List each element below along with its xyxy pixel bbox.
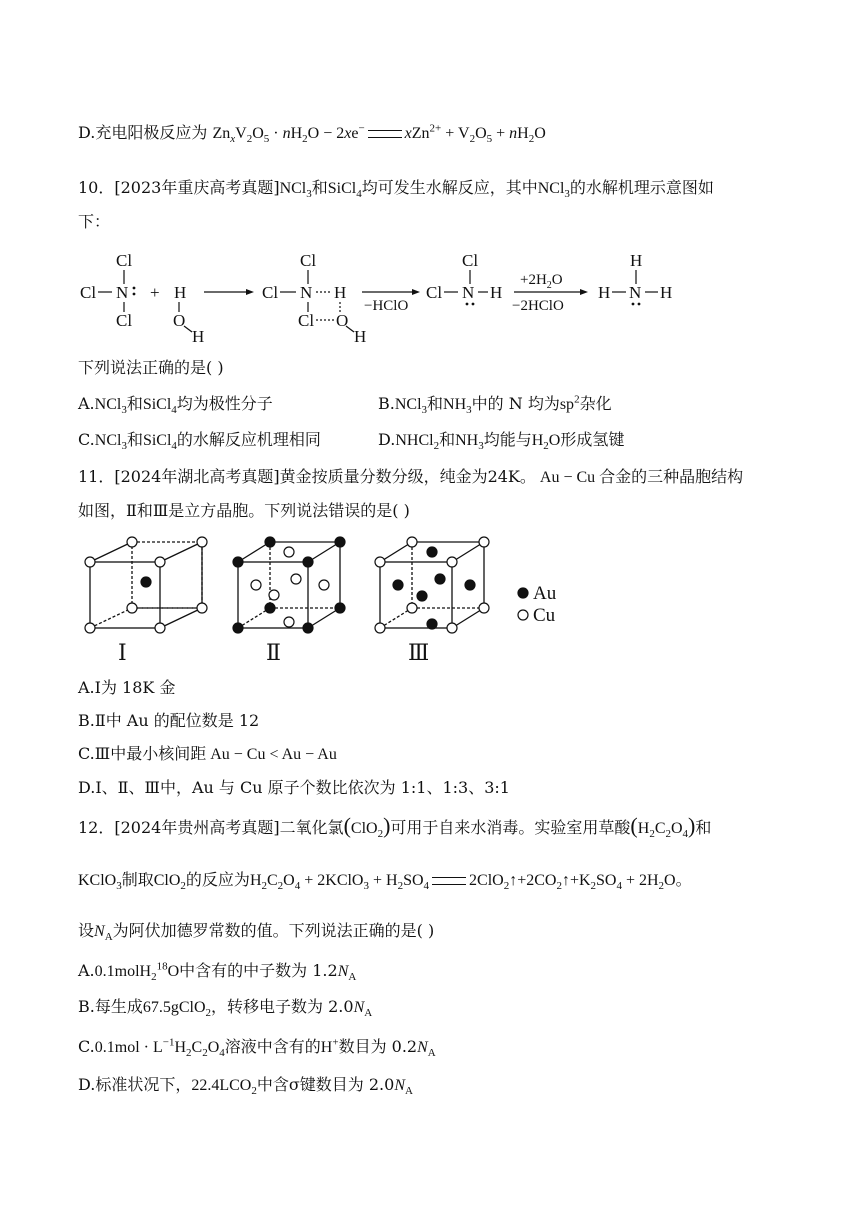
plus-2h2o-label: $+2H_2O$ [520,272,563,291]
legend-cu-label: Cu [533,605,556,626]
ncl3-n: N [116,283,129,302]
cell1-au-atom [141,577,151,587]
nhcl2-left-cl: Cl [426,283,443,302]
q12-option-d: D.标准状况下，$22.4LCO_2$中含σ键数目为 $2.0N_A$ [78,1075,413,1098]
plus-sign: + [150,283,160,302]
q11-option-a: A.Ⅰ为 18K 金 [78,678,176,697]
legend-au-marker [518,588,528,598]
q11-option-d: D.Ⅰ、Ⅱ、Ⅲ中，Au 与 Cu 原子个数比依次为 1:1、1:3、3:1 [78,778,510,797]
nhcl2-n: N [462,283,475,302]
q10-question: 下列说法正确的是( ) [78,358,224,377]
q10-stem-line2: 下： [78,212,111,231]
q11-option-b: B.Ⅱ中 Au 的配位数是 12 [78,711,260,730]
ncl3-left-cl: Cl [80,283,97,302]
q12-stem-line1: 12．[2024年贵州高考真题]二氧化氯(ClO$_2$)可用于自来水消毒。实验室用草酸$(H_2C_2O_4)$和 [78,813,712,841]
q11-stem-line2: 如图，Ⅱ和Ⅲ是立方晶胞。下列说法错误的是( ) [78,501,410,520]
q12-stem-line2: KClO$_3$制取ClO$_2$的反应为$H_2C_2O_4$ + 2KClO$_3$ + $H_2SO_4$ $2ClO_2↑+2CO_2↑+K_2SO_4 + 2H_2O$。 [78,870,692,893]
q10-option-b: B.NCl$_3$和$NH_3$中的 N 均为$sp^2$杂化 [378,393,612,417]
nh3-n: N [629,283,642,302]
nh3-top-h: H [630,251,643,270]
hydrolysis-mechanism-diagram [78,246,718,344]
q11-stem-line1: 11．[2024年湖北高考真题]黄金按质量分数分级，纯金为24K。 Au − Cu 合金的三种晶胞结构 [78,467,744,486]
q12-stem-line3: 设$N_A$为阿伏加德罗常数的值。下列说法正确的是( ) [78,921,435,944]
q10-option-d: D.NHCl$_2$和$NH_3$均能与$H_2O$形成氢键 [378,430,625,453]
q12-option-a: A.0.1molH$_2^{18}$O中含有的中子数为 $1.2N_A$ [78,960,357,984]
cell-label-3: Ⅲ [408,640,430,664]
cell-label-1: Ⅰ [118,640,127,664]
ncl3-bottom-cl: Cl [116,311,133,330]
ts-h2: H [354,327,367,344]
nh3-right-h: H [660,283,673,302]
ts-h: H [334,283,347,302]
water-h1: H [174,283,187,302]
ts-top-cl: Cl [300,251,317,270]
legend-cu-marker [518,610,528,620]
water-o: O [173,311,186,330]
nh3-left-h: H [598,283,611,302]
q10-option-c: C.NCl$_3$和SiCl$_4$的水解反应机理相同 [78,430,321,453]
minus-hclo-label: −HClO [364,298,409,314]
q10-stem-line1: 10．[2023年重庆高考真题]NCl$_3$和SiCl$_4$均可发生水解反应，其中NCl$_3$的水解机理示意图如 [78,178,714,201]
q12-option-c: $C.0.1mol \cdot L^{-1}H_2C_2O_4$溶液中含有的H+数目为 $0.2N_A$ [78,1036,436,1060]
water-h2: H [192,327,205,344]
ts-o: O [336,311,349,330]
legend-au-label: Au [533,583,557,604]
ncl3-top-cl: Cl [116,251,133,270]
nhcl2-h: H [490,283,503,302]
q12-option-b: B.每生成67.5gClO$_2$，转移电子数为 $2.0N_A$ [78,997,373,1020]
q9-option-d: D.充电阳极反应为 $Zn_xV_2O_5 \cdot nH_2O - 2xe^-$ $xZn^{2+} + V_2O_5 + nH_2O$ [78,122,546,146]
ts-n: N [300,283,313,302]
nhcl2-top-cl: Cl [462,251,479,270]
minus-2hclo-label: −2HClO [512,298,564,314]
ts-bottom-cl: Cl [298,311,315,330]
q12-reaction-equation: $H_2C_2O_4$ + 2KClO$_3$ + $H_2SO_4$ $2ClO_2↑+2CO_2↑+K_2SO_4 + 2H_2O$ [249,872,676,893]
cell-label-2: Ⅱ [266,640,281,664]
ts-left-cl: Cl [262,283,279,302]
crystal-cells-diagram [78,534,578,664]
q10-option-a: A.NCl$_3$和SiCl$_4$均为极性分子 [78,394,273,417]
q9-equation: $Zn_xV_2O_5 \cdot nH_2O - 2xe^-$ $xZn^{2+} + V_2O_5 + nH_2O$ [212,122,546,146]
q11-option-c: C.Ⅲ中最小核间距 Au − Cu < Au − Au [78,744,337,763]
